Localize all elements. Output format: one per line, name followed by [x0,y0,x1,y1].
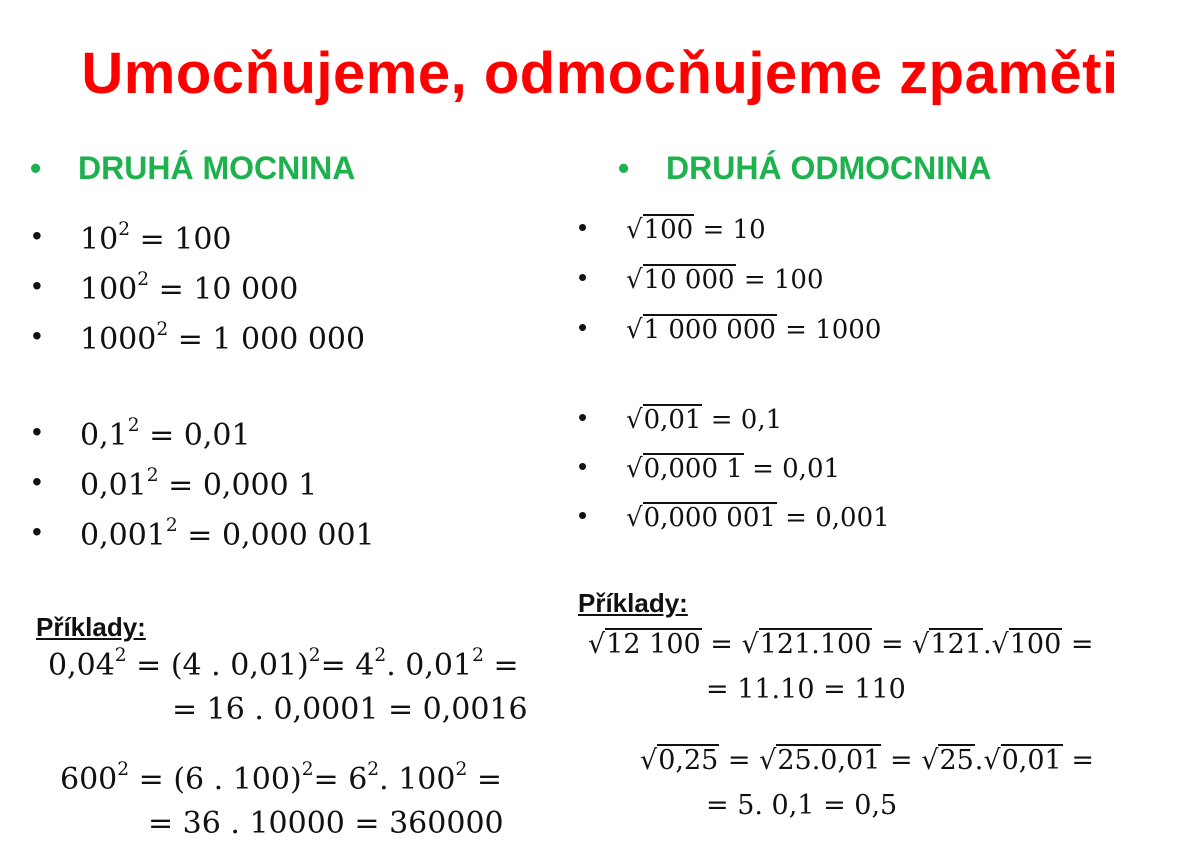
bullet-dot: • [578,262,588,292]
example-line: $0,04^2 = (4$ . $0,01)^2= 4^2$. $0,01^2$ = [48,645,519,683]
examples-label-left: Příklady: [36,612,146,642]
example-line: = 36 . 10000 = 360000 [148,806,504,841]
example-line: = 16 . 0,0001 = 0,0016 [172,692,528,727]
bullet-dot: • [578,451,588,481]
example-line: √0,25 = √25.0,01 = √25.√0,01 = [640,745,1094,776]
bullet-dot: • [578,312,588,342]
example-line: √12 100 = √121.100 = √121.√100 = [588,629,1094,660]
power-equation: $1000^2 = 1$ 000 000 [80,319,366,357]
heading-text: DRUHÁ MOCNINA [78,150,356,186]
example-line: = 11.10 = 110 [706,674,906,705]
power-equation: $100^2 = 10$ 000 [80,269,299,307]
examples-label-right: Příklady: [578,588,688,618]
bullet-dot: • [32,416,42,447]
root-equation: √10 000 = 100 [626,265,824,295]
power-equation: $0,001^2 = 0,000$ 001 [80,515,375,553]
bullet-dot: • [578,212,588,242]
page-title: Umocňujeme, odmocňujeme zpaměti [81,41,1119,106]
bullet-dot: • [32,270,42,301]
power-equation: $0,01^2 = 0,000$ 1 [80,465,318,503]
bullet-dot: • [32,516,42,547]
bullet-dot: • [32,466,42,497]
bullet-dot: • [578,402,588,432]
example-line: $600^2 = (6$ . $100)^2= 6^2$. $100^2$ = [60,759,503,797]
bullet-dot: • [578,500,588,530]
bullet-dot: • [32,220,42,251]
power-equation: $10^2 = 100$ [80,219,232,257]
power-equation: $0,1^2 = 0,01$ [80,415,251,453]
example-line: = 5. 0,1 = 0,5 [706,790,898,821]
heading-text: DRUHÁ ODMOCNINA [666,150,992,186]
root-equation: √0,01 = 0,1 [626,405,783,435]
root-equation: √0,000 001 = 0,001 [626,503,890,533]
root-equation: √100 = 10 [626,215,766,245]
root-equation: √0,000 1 = 0,01 [626,454,841,484]
heading-bullet: • [618,150,630,186]
root-equation: √1 000 000 = 1000 [626,315,882,345]
heading-bullet: • [30,150,42,186]
bullet-dot: • [32,320,42,351]
